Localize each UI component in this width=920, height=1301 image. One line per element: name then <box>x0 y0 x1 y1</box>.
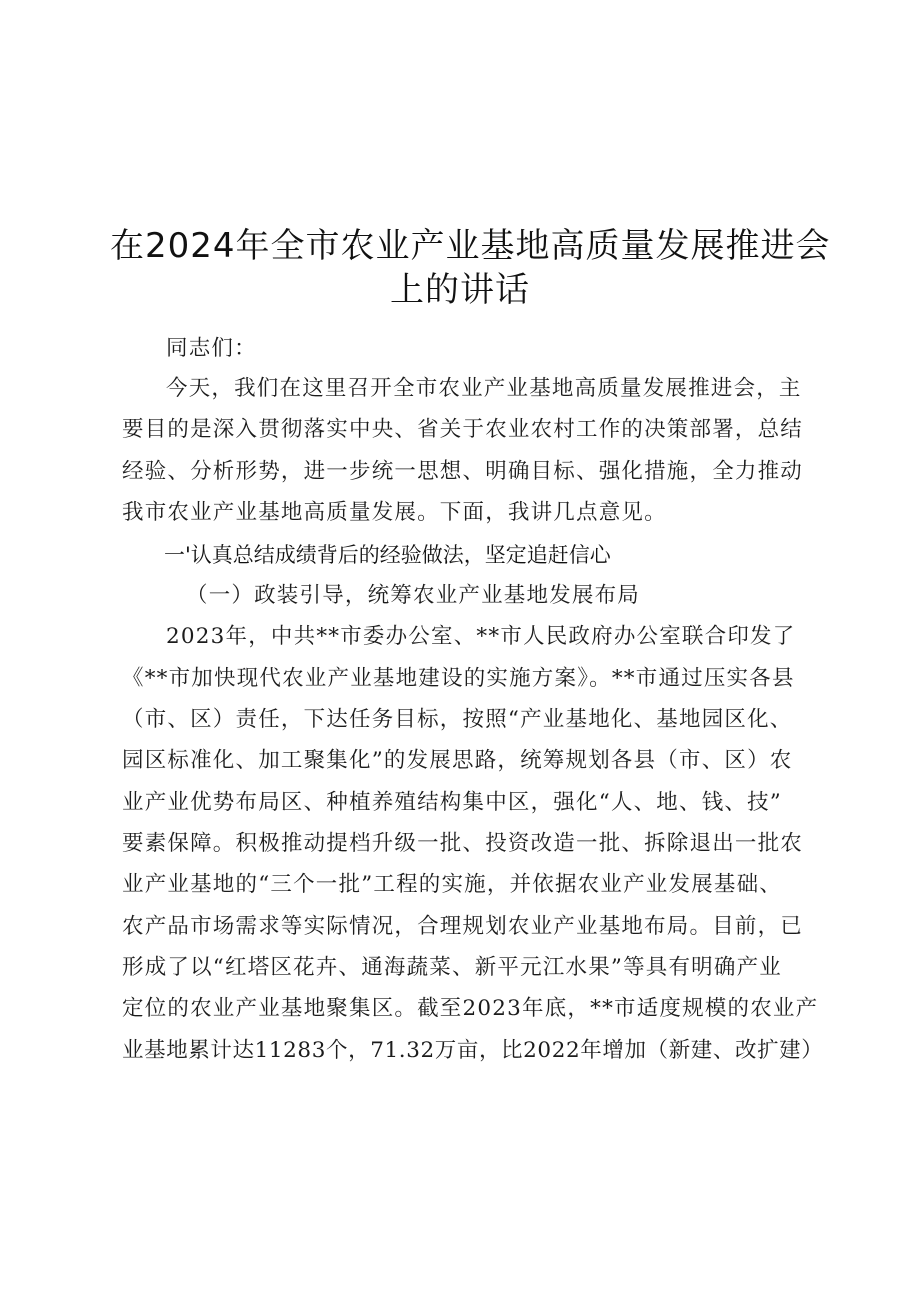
subsection-heading: （一）政装引导，统筹农业产业基地发展布局 <box>186 583 641 608</box>
body-line-5: 业产业优势布局区、种植养殖结构集中区，强化“人、地、钱、技” <box>122 790 782 815</box>
salutation: 同志们： <box>166 336 257 361</box>
body-line-9: 形成了以“红塔区花卉、通海蔬菜、新平元江水果”等具有明确产业 <box>122 955 782 980</box>
body-line-3: （市、区）责任，下达任务目标，按照“产业基地化、基地园区化、 <box>122 707 793 732</box>
body-line-6: 要素保障。积极推动提档升级一批、投资改造一批、拆除退出一批农 <box>122 831 804 856</box>
body-line-7: 业产业基地的“三个一批”工程的实施，并依据农业产业发展基础、 <box>122 872 782 897</box>
body-line-1: 2023年，中共**市委办公室、**市人民政府办公室联合印发了 <box>166 624 796 649</box>
intro-line-1: 今天，我们在这里召开全市农业产业基地高质量发展推进会，主 <box>166 376 802 401</box>
intro-line-2: 要目的是深入贯彻落实中央、省关于农业农村工作的决策部署，总结 <box>122 417 804 442</box>
body-line-10: 定位的农业产业基地聚集区。截至2023年底，**市适度规模的农业产 <box>122 996 819 1021</box>
body-line-8: 农产品市场需求等实际情况，合理规划农业产业基地布局。目前，已 <box>122 914 804 939</box>
document-title-line-1: 在2024年全市农业产业基地高质量发展推进会 <box>110 226 831 266</box>
section-heading: 一'认真总结成绩背后的经验做法，坚定追赶信心 <box>164 543 611 567</box>
intro-line-3: 经验、分析形势，进一步统一思想、明确目标、强化措施，全力推动 <box>122 459 804 484</box>
intro-line-4: 我市农业产业基地高质量发展。下面，我讲几点意见。 <box>122 500 667 525</box>
body-line-2: 《**市加快现代农业产业基地建设的实施方案》。**市通过压实各县 <box>122 666 795 691</box>
body-line-4: 园区标准化、加工聚集化”的发展思路，统筹规划各县（市、区）农 <box>122 748 793 773</box>
document-title-line-2: 上的讲话 <box>390 270 530 310</box>
body-line-11: 业基地累计达11283个，71.32万亩，比2022年增加（新建、改扩建） <box>122 1038 824 1063</box>
